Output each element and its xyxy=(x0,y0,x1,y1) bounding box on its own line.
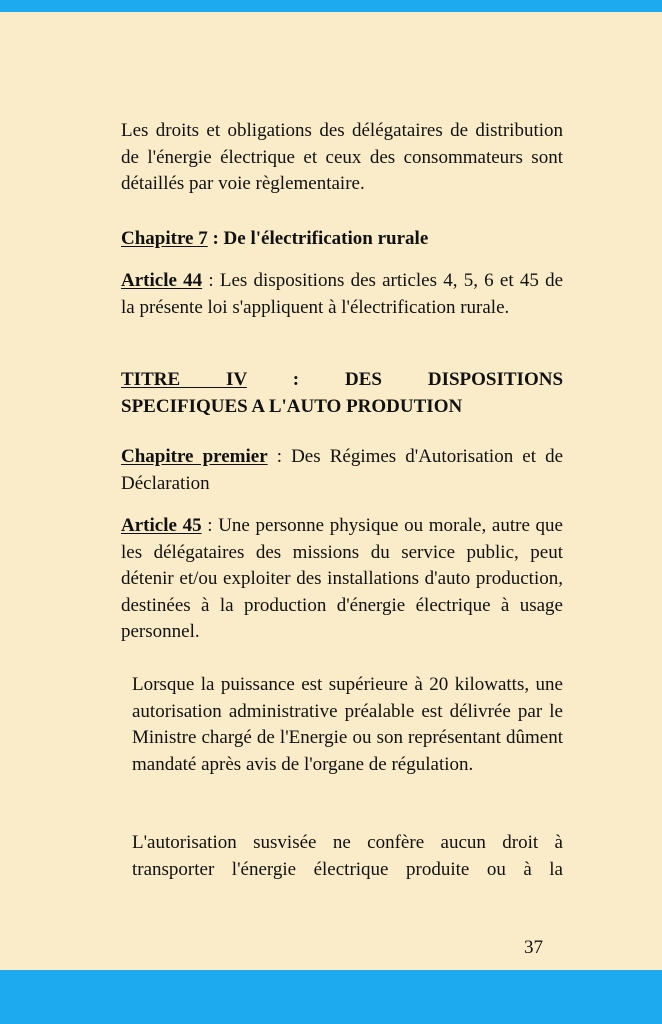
titre-iv-line-1 xyxy=(121,367,563,394)
article-44-text: : Les dispositions des articles 4, 5, 6 et 45 de la présente loi s'appliquent à l'électrification rurale. xyxy=(121,270,563,318)
bottom-bar xyxy=(0,970,662,1024)
article-45 xyxy=(121,513,563,646)
paragraph-text: Les droits et obligations des délégataires de distribution de l'énergie électrique et ceux des consommateurs sont détaillés par voie règlementaire. xyxy=(121,120,563,194)
paragraph-text: Lorsque la puissance est supérieure à 20 kilowatts, une autorisation administrative préalable est délivrée par le Ministre chargé de l'Energie ou son représentant dûment mandaté après avis de l'organe de régulation. xyxy=(132,674,563,775)
chapter-7-label: Chapitre 7 xyxy=(121,228,208,249)
article-44 xyxy=(121,268,563,321)
page-number: 37 xyxy=(524,937,543,958)
top-bar xyxy=(0,0,662,12)
chapitre-premier-label: Chapitre premier xyxy=(121,446,268,467)
titre-iv-title-part1: : DES DISPOSITIONS xyxy=(246,369,564,390)
chapter-7-title: : De l'électrification rurale xyxy=(207,228,429,249)
chapter-7-heading xyxy=(121,226,563,253)
titre-iv-heading xyxy=(121,367,563,420)
article-45-label: Article 45 xyxy=(121,515,202,536)
article-44-label: Article 44 xyxy=(121,270,203,291)
chapitre-premier-title: : Des Régimes d'Autorisation et de Déclaration xyxy=(121,446,563,494)
paragraph-droits-obligations xyxy=(121,118,563,198)
paragraph-lorsque xyxy=(132,672,563,778)
article-45-text: : Une personne physique ou morale, autre que les délégataires des missions du service public, peut détenir et/ou exploiter des installations d'auto production, destinées à la production d'énergie électrique à usage personnel. xyxy=(121,515,563,642)
paragraph-text: L'autorisation susvisée ne confère aucun droit à transporter l'énergie électrique produite ou à la xyxy=(132,832,563,880)
paragraph-autorisation xyxy=(132,830,563,883)
titre-iv-title-part2: SPECIFIQUES A L'AUTO PRODUTION xyxy=(121,395,463,417)
titre-iv-label: TITRE IV xyxy=(121,369,247,390)
chapitre-premier-heading xyxy=(121,444,563,497)
